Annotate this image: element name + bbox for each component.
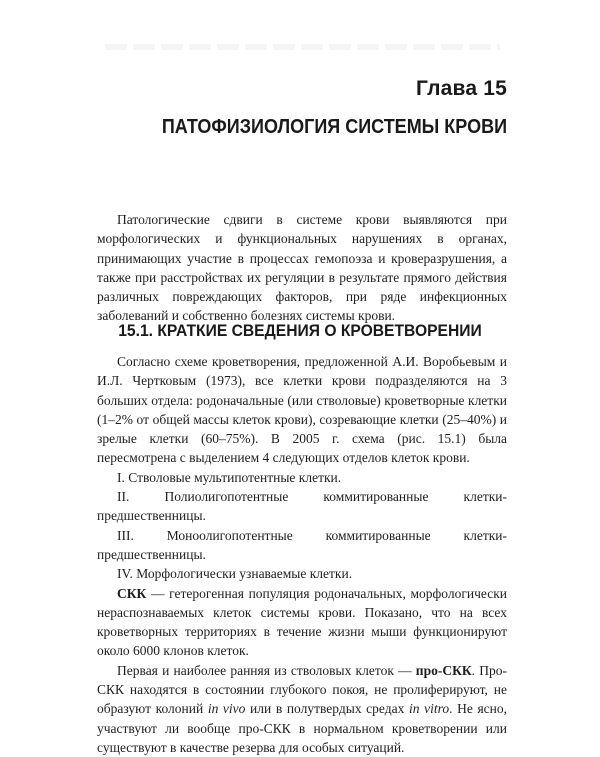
ckk-text: — гетерогенная популяция родоначальных, морфологически нераспознаваемых клеток системы крови. Показано, что на всех кроветворных территориях в течение жизни мыши функционируют около 6000 клонов клеток.: [97, 585, 507, 659]
bleed-through-header: [105, 44, 500, 50]
term-ckk: СКК: [117, 585, 147, 601]
paragraph-pro-ckk: [97, 661, 507, 757]
pro-text-1: Первая и наиболее ранняя из стволовых клеток —: [117, 662, 416, 678]
list-item-3: III. Моноолигопотентные коммитированные клетки-предшественницы.: [97, 527, 507, 562]
chapter-label: Глава 15: [416, 77, 507, 100]
term-in-vivo: in vivo: [207, 701, 246, 717]
list-item-4: IV. Морфологически узнаваемые клетки.: [117, 566, 353, 582]
paragraph-hematopoiesis-scheme: Согласно схеме кроветворения, предложенной А.И. Воробьевым и И.Л. Чертковым (1973), все клетки крови подразделяются на 3 больших отдела: родоначальные (или стволовые) кроветворные клетки (1–2% от общей массы клеток крови), созревающие клетки (25–40%) и зрелые клетки (60–75%). В 2005 г. схема (рис. 15.1) была пересмотрена с выделением 4 следующих отделов клеток крови.: [97, 354, 507, 466]
section-title: 15.1. КРАТКИЕ СВЕДЕНИЯ О КРОВЕТВОРЕНИИ: [118, 321, 482, 340]
intro-paragraph: Патологические сдвиги в системе крови выявляются при морфологических и функциональных нарушениях в органах, принимающих участие в процессах гемопоэза и кроверазрушения, а также при расстройствах их регуляции в результате прямого действия различных повреждающих факторов, при ряде инфекционных заболеваний и собственно болезнях системы крови.: [97, 212, 507, 324]
term-in-vitro: in vitro: [408, 701, 450, 717]
term-pro-ckk: про-СКК: [415, 662, 472, 678]
intro-paragraph-block: [97, 210, 507, 326]
list-item-2: II. Полиолигопотентные коммитированные клетки-предшественницы.: [97, 489, 507, 524]
list-item-1: I. Стволовые мультипотентные клетки.: [117, 469, 342, 485]
pro-text-3: или в полутвердых средах: [245, 701, 409, 717]
section-body: [97, 352, 507, 757]
pro-text-2: . Про-СКК находятся в состоянии глубокого покоя, не пролиферируют, не образуют колоний: [97, 662, 507, 717]
pro-text-4: . Не ясно, участвуют ли вообще про-СКК в нормальном кроветворении или существуют в качестве резерва для особых ситуаций.: [97, 701, 507, 755]
paragraph-ckk: [97, 584, 507, 661]
chapter-title: ПАТОФИЗИОЛОГИЯ СИСТЕМЫ КРОВИ: [161, 116, 507, 138]
